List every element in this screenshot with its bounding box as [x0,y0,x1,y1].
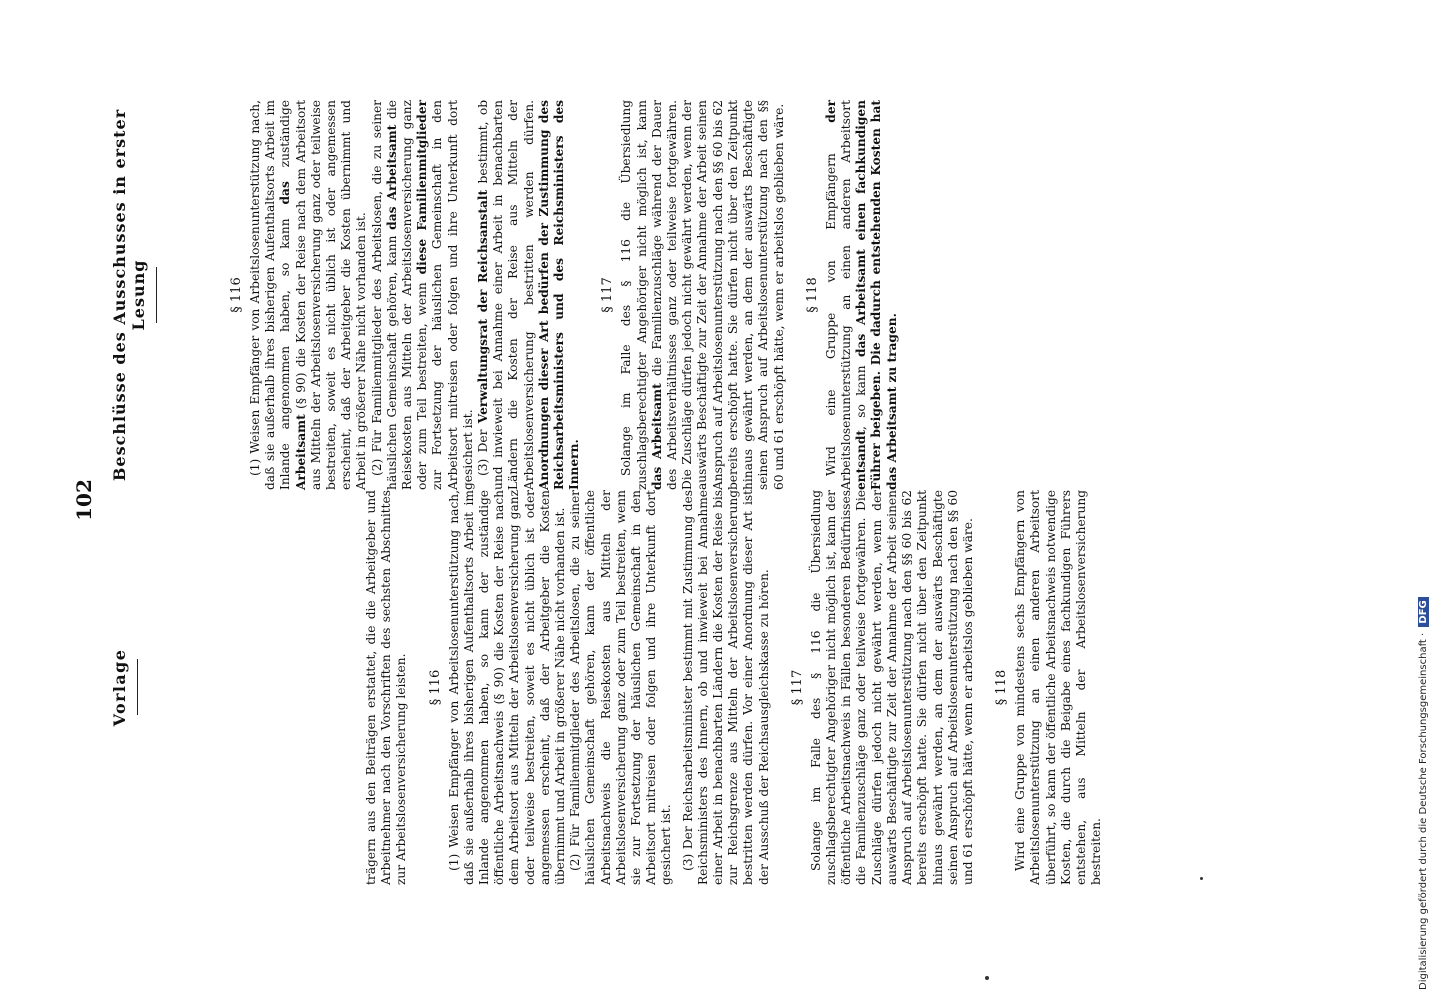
section-118-para-1: Wird eine Gruppe von mindestens sechs Empfängern von Arbeitslosenunterstützung an einen anderen Arbeitsort überführt, so kann der öffentliche Arbeitsnachweis notwendige Kosten, die durch die Beigabe eines fachkundigen Führers entstehen, aus Mitteln der Arbeitslosenversicherung bestreiten. [1013,490,1104,885]
section-118-title: § 118 [804,277,820,313]
column-vorlage [110,490,1104,885]
intro-paragraph: trägern aus den Beiträgen erstattet, die die Arbeitgeber und Arbeitnehmer nach den Vorschriften des sechsten Abschnittes zur Arbeitslosenversicherung leisten. [364,490,409,885]
section-116-para-1: (1) Weisen Empfänger von Arbeitslosenunterstützung nach, daß sie außerhalb ihres bisherigen Aufenthaltsorts Arbeit im Inlande angenommen haben, so kann das zuständige Arbeitsamt (§ 90) die Kosten der Reise nach dem Arbeitsort aus Mitteln der Arbeitslosenversicherung ganz oder teilweise bestreiten, soweit es nicht üblich ist oder angemessen erscheint, daß der Arbeitgeber die Kosten übernimmt und Arbeit in größerer Nähe nicht vorhanden ist. [248,100,369,490]
speck-mark [985,976,989,980]
section-116-para-1: (1) Weisen Empfänger von Arbeitslosenunterstützung nach, daß sie außerhalb ihres bisherigen Aufenthaltsorts Arbeit im Inlande angenommen haben, so kann der zuständige öffentliche Arbeitsnachweis (§ 90) die Kosten der Reise nach dem Arbeitsort aus Mitteln der Arbeitslosenversicherung ganz oder teilweise bestreiten, soweit es nicht üblich ist oder angemessen erscheint, daß der Arbeitgeber die Kosten übernimmt und Arbeit in größerer Nähe nicht vorhanden ist. [446,490,568,885]
section-117-para-1: Solange im Falle des § 116 die Übersiedlung zuschlagsberechtigter Angehöriger nicht möglich ist, kann der öffentliche Arbeitsnachweis in Fällen besonderen Bedürfnisses die Familienzuschläge ganz oder teilweise fortgewähren. Die Zuschläge dürfen jedoch nicht gewährt werden, wenn der auswärts Beschäftigte zur Zeit der Annahme der Arbeit seinen Anspruch auf Arbeitslosenunterstützung nach den §§ 60 bis 62 bereits erschöpft hatte. Sie dürfen nicht über den Zeitpunkt hinaus gewährt werden, an dem der auswärts Beschäftigte seinen Anspruch auf Arbeitslosenunterstützung nach den §§ 60 und 61 erschöpft hätte, wenn er arbeitslos geblieben wäre. [808,490,975,885]
section-116-para-2: (2) Für Familienmitglieder des Arbeitslosen, die zu seiner häuslichen Gemeinschaft gehören, kann das Arbeitsamt die Reisekosten aus Mitteln der Arbeitslosenversicherung ganz oder zum Teil bestreiten, wenn diese Familienmitglieder zur Fortsetzung der häuslichen Gemeinschaft in den Arbeitsort mitreisen oder folgen und ihre Unterkunft dort gesichert ist. [369,100,475,490]
section-118-para-1: Wird eine Gruppe von Empfängern der Arbeitslosenunterstützung an einen anderen Arbeitsort entsandt, so kann das Arbeitsamt einen fachkundigen Führer beigeben. Die dadurch entstehenden Kosten hat das Arbeitsamt zu tragen. [823,100,899,490]
section-116-para-3: (3) Der Verwaltungsrat der Reichsanstalt bestimmt, ob und inwieweit bei Annahme einer Arbeit in benachbarten Ländern die Kosten der Reise aus Mitteln der Arbeitslosenversicherung bestritten werden dürfen. Anordnungen dieser Art bedürfen der Zustimmung des Reichsarbeitsministers und des Reichsministers des Innern. [476,100,582,490]
section-116-para-3: (3) Der Reichsarbeitsminister bestimmt mit Zustimmung des Reichsministers des Innern, ob und inwieweit bei Annahme einer Arbeit in benachbarten Ländern die Kosten der Reise bis zur Reichsgrenze aus Mitteln der Arbeitslosenversicherung bestritten werden dürfen. Vor einer Anordnung dieser Art ist der Ausschuß der Reichsausgleichskasse zu hören. [680,490,771,885]
heading-rule [156,267,157,323]
section-117-title: § 117 [789,669,805,706]
digitization-credit: Digitalisierung gefördert durch die Deutsche Forschungsgemeinschaft · DFG [1418,597,1429,990]
dfg-logo: DFG [1418,597,1429,626]
section-116-title: § 116 [427,669,443,706]
section-116-para-2: (2) Für Familienmitglieder des Arbeitslosen, die zu seiner häuslichen Gemeinschaft gehören, kann der öffentliche Arbeitsnachweis die Reisekosten aus Mitteln der Arbeitslosenversicherung ganz oder zum Teil bestreiten, wenn sie zur Fortsetzung der häuslichen Gemeinschaft in den Arbeitsort mitreisen oder folgen und ihre Unterkunft dort gesichert ist. [568,490,674,885]
section-117-para-1: Solange im Falle des § 116 die Übersiedlung zuschlagsberechtigter Angehöriger nicht möglich ist, kann das Arbeitsamt die Familienzuschläge während der Dauer des Arbeitsverhältnisses ganz oder teilweise fortgewähren. Die Zuschläge dürfen jedoch nicht gewährt werden, wenn der auswärts Beschäftigte zur Zeit der Annahme der Arbeit seinen Anspruch auf Arbeitslosenunterstützung nach den §§ 60 bis 62 bereits erschöpft hatte. Sie dürfen nicht über den Zeitpunkt hinaus gewährt werden, an dem der auswärts Beschäftigte seinen Anspruch auf Arbeitslosenunterstützung nach den §§ 60 und 61 erschöpft hätte, wenn er arbeitslos geblieben wäre. [619,100,786,490]
section-118-title: § 118 [994,669,1010,706]
column-heading-beschluesse: Beschlüsse des Ausschusses in erster Lesung [110,108,148,482]
column-heading-vorlage: Vorlage [110,648,129,727]
section-117-title: § 117 [600,277,616,313]
speck-mark [1200,877,1203,880]
column-beschluesse [110,100,900,490]
heading-rule [137,660,138,716]
section-116-title: § 116 [229,277,244,313]
page-number: 102 [72,479,96,521]
